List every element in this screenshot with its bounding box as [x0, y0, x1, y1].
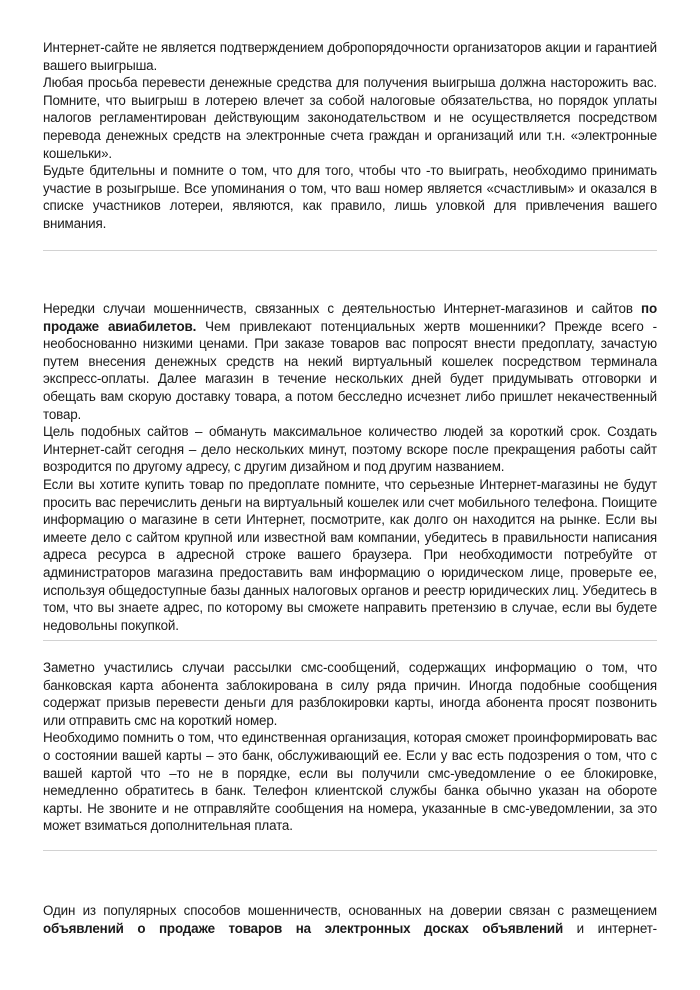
- sms-card-fraud-section: [43, 659, 657, 835]
- paragraph: [43, 902, 657, 937]
- section-divider: [43, 640, 657, 641]
- section-divider: [43, 250, 657, 251]
- paragraph: Интернет-сайте не является подтверждением добропорядочности организаторов акции и гарантией вашего выигрыша.: [43, 40, 657, 73]
- paragraph-text: Нередки случаи мошенничеств, связанных с деятельностью Интернет-магазинов и сайтов: [43, 301, 642, 316]
- paragraph: Любая просьба перевести денежные средства для получения выигрыша должна насторожить вас. Помните, что выигрыш в лотерею влечет за собой налоговые обязательства, но порядок уплаты налогов регламентирован действующим законодательством и не осуществляется посредством перевода денежных средств на электронные счета граждан и организаций или т.н. «электронные кошельки».: [43, 75, 657, 161]
- online-shop-fraud-section: [43, 300, 657, 634]
- paragraph: Если вы хотите купить товар по предоплате помните, что серьезные Интернет-магазины не будут просить вас перечислить деньги на виртуальный кошелек или счет мобильного телефона. Поищите информацию о магазине в сети Интернет, посмотрите, как долго он находится на рынке. Если вы имеете дело с сайтом крупной или известной вам компании, убедитесь в правильности написания адреса ресурса в адресной строке вашего браузера. При необходимости потребуйте от администраторов магазина предоставить вам информацию о юридическом лице, проверьте ее, используя общедоступные базы данных налоговых органов и реестр юридических лиц. Убедитесь в том, что вы знаете адрес, по которому вы сможете направить претензию в случае, если вы будете недовольны покупкой.: [43, 476, 657, 633]
- paragraph-text: Один из популярных способов мошенничеств, основанных на доверии связан с размещением: [43, 903, 657, 918]
- emphasis-text: по продаже авиабилетов.: [43, 301, 657, 334]
- paragraph: Цель подобных сайтов – обмануть максимальное количество людей за короткий срок. Создать Интернет-сайт сегодня – дело нескольких минут, поэтому вскоре после прекращения работы сайт возродится по другому адресу, с другим дизайном и под другим названием.: [43, 424, 657, 475]
- section-divider: [43, 850, 657, 851]
- paragraph: Необходимо помнить о том, что единственная организация, которая сможет проинформировать вас о состоянии вашей карты – это банк, обслуживающий ее. Если у вас есть подозрения о том, что с вашей картой что –то не в порядке, если вы получили смс-уведомление о ее блокировке, немедленно обратитесь в банк. Телефон клиентской службы банка обычно указан на обороте карты. Не звоните и не отправляйте сообщения на номера, указанные в смс-уведомлении, за это может взиматься дополнительная плата.: [43, 730, 657, 834]
- paragraph-text: и интернет-: [563, 920, 657, 936]
- paragraph: Заметно участились случаи рассылки смс-сообщений, содержащих информацию о том, что банковская карта абонента заблокирована в силу ряда причин. Иногда подобные сообщения содержат призыв перевести деньги для разблокировки карты, иногда абонента просят позвонить или отправить смс на короткий номер.: [43, 660, 657, 728]
- lottery-fraud-section: [43, 39, 657, 233]
- paragraph: [43, 300, 657, 423]
- paragraph-text: Чем привлекают потенциальных жертв мошенники? Прежде всего - необоснованно низкими ценами. При заказе товаров вас попросят внести предоплату, зачастую путем внесения денежных средств на некий виртуальный кошелек посредством терминала экспресс-оплаты. Далее магазин в течение нескольких дней будет придумывать отговорки и обещать вам скорую доставку товара, а потом бесследно исчезнет либо пришлет некачественный товар.: [43, 318, 657, 422]
- emphasis-text: объявлений о продаже товаров на электронных досках объявлений: [43, 920, 564, 936]
- paragraph: Будьте бдительны и помните о том, что для того, чтобы что -то выиграть, необходимо принимать участие в розыгрыше. Все упоминания о том, что ваш номер является «счастливым» и оказался в списке участников лотереи, являются, как правило, лишь уловкой для привлечения вашего внимания.: [43, 163, 657, 231]
- classifieds-fraud-section: [43, 902, 657, 937]
